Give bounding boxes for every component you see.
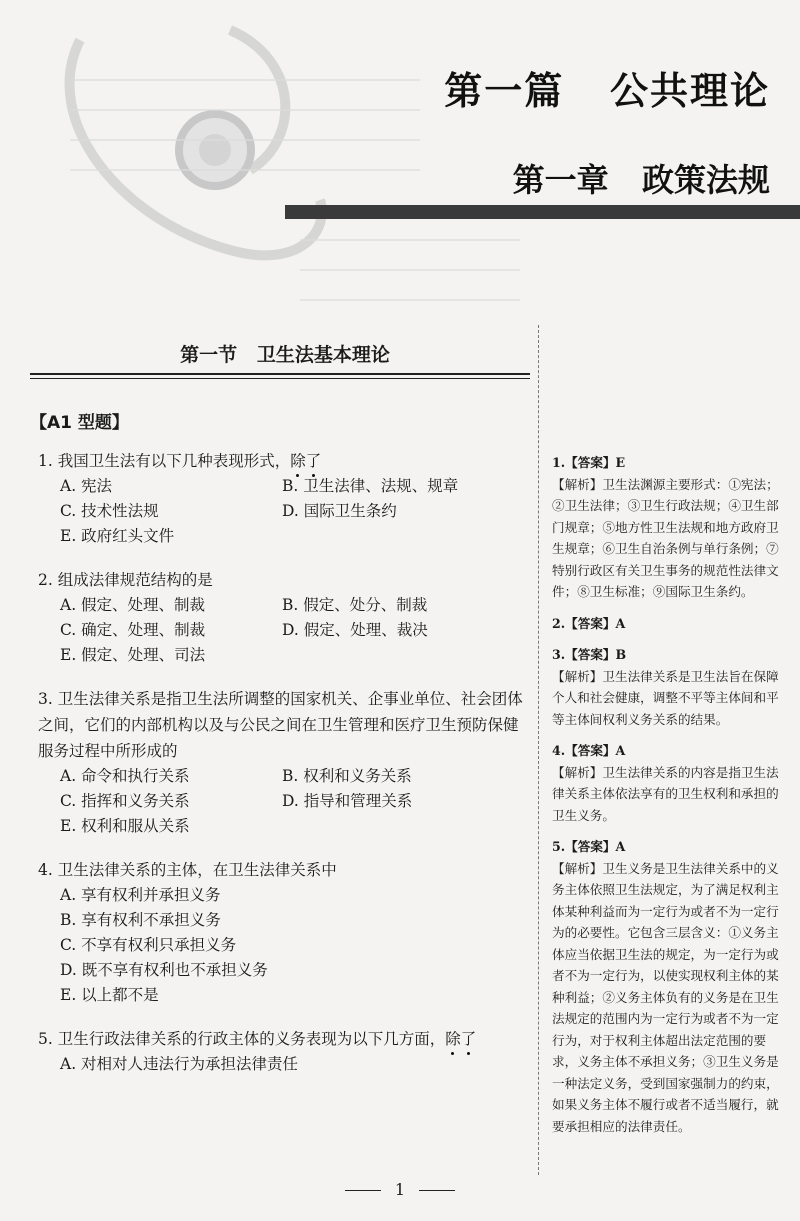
answer-2 [552, 613, 784, 635]
option-item: C. 不享有权利只承担义务 [60, 936, 237, 954]
answer-4 [552, 740, 784, 826]
page-number-text: 1 [394, 1180, 406, 1199]
option-item: A. 宪法 [60, 477, 113, 495]
option-list [38, 593, 528, 668]
question-stem-emphasis: 除了 [445, 1030, 476, 1048]
column-divider [538, 325, 539, 1175]
answer-5 [552, 836, 784, 1137]
page-dash-left [345, 1190, 381, 1191]
question-stem [38, 567, 528, 593]
page-dash-right [419, 1190, 455, 1191]
section-rule [30, 373, 530, 379]
option-item: E. 假定、处理、司法 [60, 646, 206, 664]
option-item: B. 享有权利不承担义务 [60, 911, 221, 929]
question-stem [38, 448, 528, 474]
page-number [0, 1180, 800, 1199]
option-item: E. 政府红头文件 [60, 527, 175, 545]
answer-label: 3.【答案】B [552, 647, 627, 662]
question-stem [38, 1026, 528, 1052]
question-stem [38, 686, 528, 764]
option-item: A. 假定、处理、制裁 [60, 596, 206, 614]
option-list [38, 474, 528, 549]
answer-analysis: 【解析】卫生义务是卫生法律关系中的义务主体依照卫生法规定，为了满足权利主体某种利益而为一定行为或者不为一定行为的必要性。它包含三层含义：①义务主体应当依据卫生法的规定，为一定行为或者不为一定行为，以使实现权利主体的某种利益；②义务主体负有的义务是在卫生法规定的范围内为一定行为或者不为一定行为，对于权利主体超出法定范围的要求，义务主体不承担义务；③卫生义务是一种法定义务，受到国家强制力的约束，如果义务主体不履行或者不适当履行，就要承担相应的法律责任。 [552, 860, 779, 1134]
option-item: E. 以上都不是 [60, 986, 159, 1004]
question-stem-text: 3. 卫生法律关系是指卫生法所调整的国家机关、企事业单位、社会团体之间，它们的内部机构以及与公民之间在卫生管理和医疗卫生预防保健服务过程中所形成的 [38, 690, 523, 760]
option-item: D. 既不享有权利也不承担义务 [60, 961, 268, 979]
option-item: B. 权利和义务关系 [282, 767, 412, 785]
part-title: 第一篇 公共理论 [444, 69, 770, 113]
option-list [38, 1052, 528, 1077]
question-4 [38, 857, 528, 1008]
option-item: D. 指导和管理关系 [282, 792, 413, 810]
option-item: C. 确定、处理、制裁 [60, 621, 206, 639]
answer-label: 2.【答案】A [552, 615, 626, 631]
answer-analysis: 【解析】卫生法律关系是卫生法旨在保障个人和社会健康，调整不平等主体间和平等主体间权利义务关系的结果。 [552, 668, 779, 727]
question-1 [38, 448, 528, 549]
question-stem-text: 4. 卫生法律关系的主体，在卫生法律关系中 [38, 861, 337, 879]
option-item: C. 技术性法规 [60, 502, 159, 520]
question-stem [38, 857, 528, 883]
chapter-rule [285, 205, 800, 219]
option-item: B. 卫生法律、法规、规章 [282, 477, 459, 495]
answer-label: 4.【答案】A [552, 743, 626, 758]
option-item: E. 权利和服从关系 [60, 817, 190, 835]
option-item: D. 国际卫生条约 [282, 502, 397, 520]
option-item: C. 指挥和义务关系 [60, 792, 190, 810]
chapter-title: 第一章 政策法规 [512, 161, 770, 199]
option-list [38, 764, 528, 839]
answer-analysis: 【解析】卫生法律关系的内容是指卫生法律关系主体依法享有的卫生权利和承担的卫生义务。 [552, 764, 779, 823]
question-2 [38, 567, 528, 668]
question-stem-text: 5. 卫生行政法律关系的行政主体的义务表现为以下几方面， [38, 1030, 446, 1048]
question-3 [38, 686, 528, 839]
option-item: A. 对相对人违法行为承担法律责任 [60, 1055, 299, 1073]
question-stem-text: 1. 我国卫生法有以下几种表现形式， [38, 452, 291, 470]
answer-1 [552, 452, 784, 603]
answer-analysis: 【解析】卫生法渊源主要形式：①宪法；②卫生法律；③卫生行政法规；④卫生部门规章；⑤地方性卫生法规和地方政府卫生规章；⑥卫生自治条例与单行条例；⑦特别行政区有关卫生事务的规范性法律文件；⑧卫生标准；⑨国际卫生条约。 [552, 476, 779, 599]
answer-3 [552, 644, 784, 730]
question-stem-emphasis: 除了 [290, 452, 321, 470]
option-item: A. 享有权利并承担义务 [60, 886, 221, 904]
option-item: B. 假定、处分、制裁 [282, 596, 428, 614]
answer-label: 5.【答案】A [552, 839, 626, 854]
section-title: 第一节 卫生法基本理论 [180, 344, 390, 366]
questions-column [38, 448, 528, 1095]
question-stem-text: 2. 组成法律规范结构的是 [38, 571, 213, 589]
option-list [38, 883, 528, 1008]
option-item: A. 命令和执行关系 [60, 767, 190, 785]
answers-column [552, 452, 784, 1147]
stethoscope-icon [179, 114, 251, 186]
question-type-heading: 【A1 型题】 [30, 413, 129, 433]
question-5 [38, 1026, 528, 1077]
option-item: D. 假定、处理、裁决 [282, 621, 428, 639]
answer-label: 1.【答案】E [552, 455, 626, 470]
